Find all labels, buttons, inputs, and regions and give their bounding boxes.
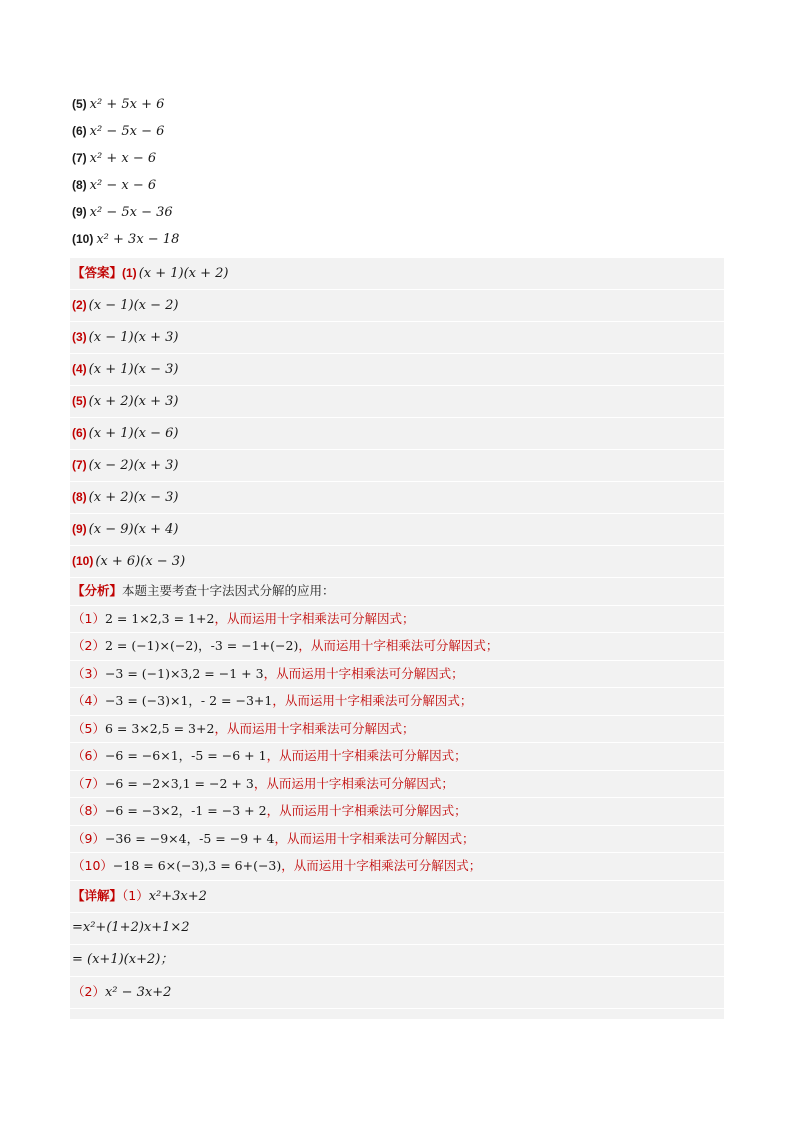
- answer-tag: 【答案】: [72, 265, 123, 280]
- problem-number: (7): [72, 151, 87, 165]
- answer-number: (9): [72, 522, 87, 536]
- analysis-intro: 本题主要考查十字法因式分解的应用：: [122, 583, 335, 598]
- answer-expression: (x − 1)(x − 2): [88, 298, 179, 313]
- problem-item: [72, 147, 724, 174]
- analysis-note: ，从而运用十字相乘法可分解因式；: [266, 748, 467, 763]
- detail-tag: 【详解】: [72, 887, 123, 903]
- analysis-note: ，从而运用十字相乘法可分解因式；: [281, 858, 482, 873]
- analysis-number: （8）: [72, 803, 105, 818]
- problem-number: (6): [72, 124, 87, 138]
- analysis-note: ，从而运用十字相乘法可分解因式；: [253, 775, 454, 791]
- problem-expression: x² + x − 6: [89, 151, 157, 166]
- problem-expression: x² + 5x + 6: [89, 97, 165, 112]
- answer-row: [70, 450, 724, 482]
- problem-expression: x² + 3x − 18: [96, 232, 180, 247]
- answer-expression: (x + 1)(x − 3): [88, 362, 179, 377]
- detail-expression: = (x+1)(x+2)；: [72, 951, 174, 967]
- analysis-row: [70, 798, 724, 826]
- problem-number: (10): [72, 232, 94, 246]
- analysis-note: ，从而运用十字相乘法可分解因式；: [263, 665, 464, 681]
- problem-item: [72, 93, 724, 120]
- analysis-expression: 6 = 3×2,5 = 3+2: [104, 720, 215, 736]
- problem-expression: x² − 5x − 6: [89, 124, 165, 139]
- detail-row: [70, 945, 724, 977]
- analysis-row: [70, 661, 724, 689]
- answer-expression: (x − 2)(x + 3): [88, 458, 179, 473]
- analysis-number: （2）: [72, 638, 105, 653]
- analysis-row: [70, 771, 724, 799]
- analysis-number: （1）: [72, 610, 105, 626]
- detail-row: [70, 913, 724, 945]
- answer-expression: (x − 1)(x + 3): [88, 330, 179, 345]
- analysis-expression: −6 = −6×1，-5 = −6 + 1: [104, 748, 267, 763]
- analysis-note: ，从而运用十字相乘法可分解因式；: [266, 803, 467, 818]
- answer-expression: (x + 2)(x + 3): [88, 394, 179, 409]
- analysis-row: [70, 633, 724, 661]
- answer-number: (7): [72, 458, 87, 472]
- answer-expression: (x + 1)(x − 6): [88, 426, 179, 441]
- answer-expression: (x + 2)(x − 3): [88, 490, 179, 505]
- answer-number: (2): [72, 298, 87, 312]
- analysis-row: [70, 688, 724, 716]
- analysis-expression: −3 = (−1)×3,2 = −1 + 3: [104, 665, 264, 681]
- analysis-expression: 2 = 1×2,3 = 1+2: [104, 610, 215, 626]
- problem-expression: x² − x − 6: [89, 178, 157, 193]
- analysis-row: [70, 826, 724, 854]
- answer-row: [70, 546, 724, 578]
- problem-number: (5): [72, 97, 87, 111]
- detail-expression: x²+3x+2: [148, 888, 207, 904]
- analysis-note: ，从而运用十字相乘法可分解因式；: [214, 610, 415, 626]
- answer-row: [70, 418, 724, 450]
- analysis-number: （9）: [72, 830, 105, 846]
- problem-item: [72, 120, 724, 147]
- analysis-expression: −6 = −3×2，-1 = −3 + 2: [104, 803, 267, 818]
- analysis-number: （4）: [72, 693, 105, 708]
- problem-number: (8): [72, 178, 87, 192]
- problem-item: [72, 228, 724, 255]
- analysis-row: [70, 853, 724, 881]
- answer-row: [70, 386, 724, 418]
- analysis-expression: −3 = (−3)×1，- 2 = −3+1: [104, 693, 273, 708]
- answer-number: (4): [72, 362, 87, 376]
- detail-number: （2）: [72, 983, 105, 999]
- answer-number: (8): [72, 490, 87, 504]
- answer-row: [70, 482, 724, 514]
- analysis-note: ，从而运用十字相乘法可分解因式；: [214, 720, 415, 736]
- analysis-intro-row: [70, 578, 724, 606]
- answer-expression: (x + 1)(x + 2): [138, 266, 229, 281]
- analysis-number: （7）: [72, 775, 105, 791]
- analysis-number: （10）: [72, 858, 113, 873]
- analysis-number: （5）: [72, 720, 105, 736]
- analysis-tag: 【分析】: [72, 583, 123, 598]
- detail-expression: x² − 3x+2: [104, 984, 172, 1000]
- analysis-note: ，从而运用十字相乘法可分解因式；: [298, 638, 499, 653]
- problem-number: (9): [72, 205, 87, 219]
- analysis-expression: 2 = (−1)×(−2)，-3 = −1+(−2): [104, 638, 299, 653]
- answer-row: [70, 290, 724, 322]
- analysis-note: ，从而运用十字相乘法可分解因式；: [274, 830, 475, 846]
- answer-number: (3): [72, 330, 87, 344]
- analysis-number: （3）: [72, 665, 105, 681]
- analysis-row: [70, 743, 724, 771]
- detail-row: [70, 881, 724, 913]
- analysis-number: （6）: [72, 748, 105, 763]
- problem-item: [72, 201, 724, 228]
- answer-number: (5): [72, 394, 87, 408]
- answer-row: [70, 354, 724, 386]
- answer-row: [70, 258, 724, 290]
- answer-number: (6): [72, 426, 87, 440]
- problem-list: [72, 93, 724, 255]
- analysis-row: [70, 606, 724, 634]
- detail-expression: =x²+(1+2)x+1×2: [72, 919, 190, 935]
- answer-number: (10): [72, 554, 94, 568]
- problem-expression: x² − 5x − 36: [89, 205, 173, 220]
- analysis-expression: −36 = −9×4，-5 = −9 + 4: [104, 830, 275, 846]
- solution-box: [70, 258, 724, 1019]
- answer-row: [70, 322, 724, 354]
- answer-row: [70, 514, 724, 546]
- answer-number: (1): [122, 266, 137, 280]
- answer-expression: (x + 6)(x − 3): [95, 554, 186, 569]
- analysis-note: ，从而运用十字相乘法可分解因式；: [272, 693, 473, 708]
- detail-number: （1）: [122, 887, 149, 903]
- answer-expression: (x − 9)(x + 4): [88, 522, 179, 537]
- analysis-expression: −18 = 6×(−3),3 = 6+(−3): [112, 858, 282, 873]
- analysis-row: [70, 716, 724, 744]
- problem-item: [72, 174, 724, 201]
- detail-row: [70, 977, 724, 1009]
- analysis-expression: −6 = −2×3,1 = −2 + 3: [104, 775, 254, 791]
